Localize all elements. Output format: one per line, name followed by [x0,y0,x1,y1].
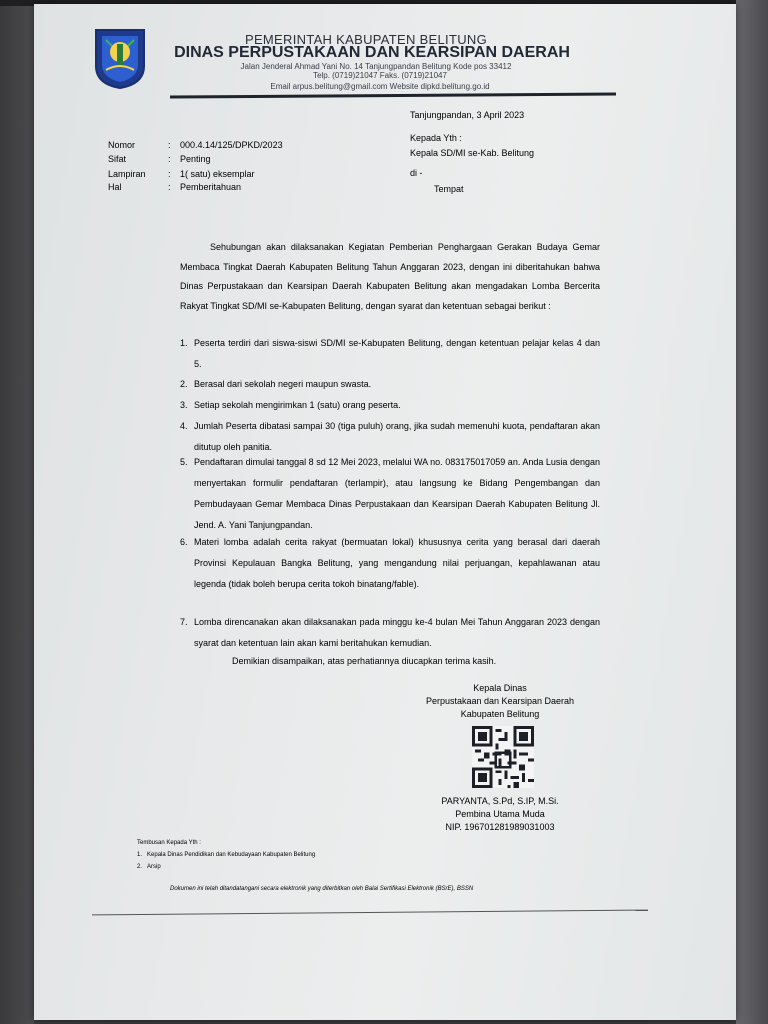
regency-emblem-icon [92,26,148,90]
recipient-line-1: Kepada Yth : [410,133,462,143]
closing-paragraph: Demikian disampaikan, atas perhatiannya diucapkan terima kasih. [232,656,497,666]
meta-hal: Hal : Pemberitahuan [108,182,242,192]
meta-value: Pemberitahuan [180,182,242,192]
meta-label: Nomor [108,140,136,150]
meta-value: 1( satu) eksemplar [180,169,255,179]
recipient-line-3: di - [410,168,423,178]
letterhead-agency: DINAS PERPUSTAKAAN DAN KEARSIPAN DAERAH [174,44,570,61]
signer-title-2: Perpustakaan dan Kearsipan Daerah [425,696,575,706]
meta-value: Penting [180,154,211,164]
meta-value: 000.4.14/125/DPKD/2023 [180,140,283,150]
meta-label: Hal [108,182,122,192]
meta-nomor: Nomor : 000.4.14/125/DPKD/2023 [108,140,283,150]
recipient-line-2: Kepala SD/MI se-Kab. Belitung [410,148,535,158]
letterhead-contact: Email arpus.belitung@gmail.com Website dipkd.belitung.go.id [270,82,490,91]
letter-date: Tanjungpandan, 3 April 2023 [410,110,525,120]
signer-title-1: Kepala Dinas [473,683,527,693]
letterhead-phone: Telp. (0719)21047 Faks. (0719)21047 [313,71,447,80]
letterhead-address: Jalan Jenderal Ahmad Yani No. 14 Tanjungpandan Belitung Kode pos 33412 [240,62,512,71]
meta-sifat: Sifat : Penting [108,154,211,164]
recipient-line-4: Tempat [434,184,464,194]
cc-item: 2. Arsip [137,864,161,870]
letterhead-government: PEMERINTAH KABUPATEN BELITUNG [244,32,487,47]
meta-label: Sifat [108,154,127,164]
signer-nip: NIP. 196701281989031003 [445,822,555,832]
intro-paragraph: Sehubungan akan dilaksanakan Kegiatan Pemberian Penghargaan Gerakan Budaya Gemar Membaca Tingkat Daerah Kabupaten Belitung Tahun Anggaran 2023, dengan ini diberitahukan bahwa Dinas Perpustakaan dan Kearsipan Daerah Kabupaten Belitung akan mengadakan Lomba Bercerita Rakyat Tingkat SD/MI se-Kabupaten Belitung, dengan syarat dan ketentuan sebagai berikut : [180,242,600,311]
signer-title-3: Kabupaten Belitung [460,709,540,719]
qr-code-icon [470,726,536,788]
cc-heading: Tembusan Kepada Yth : [137,840,201,846]
signer-name: PARYANTA, S.Pd, S.IP, M.Si. [441,796,559,806]
cc-item: 1. Kepala Dinas Pendidikan dan Kebudayaan Kabupaten Belitung [137,852,316,858]
signature-block [414,682,586,721]
meta-label: Lampiran [108,169,146,179]
signer-details [414,795,586,834]
background-left [0,0,34,1024]
signer-rank: Pembina Utama Muda [455,809,545,819]
meta-lampiran: Lampiran : 1( satu) eksemplar [108,169,255,179]
e-signature-note: Dokumen ini telah ditandatangani secara elektronik yang diterbitkan oleh Balai Sertifikasi Elektronik (BSrE), BSSN [170,886,474,892]
background-right [736,0,768,1024]
